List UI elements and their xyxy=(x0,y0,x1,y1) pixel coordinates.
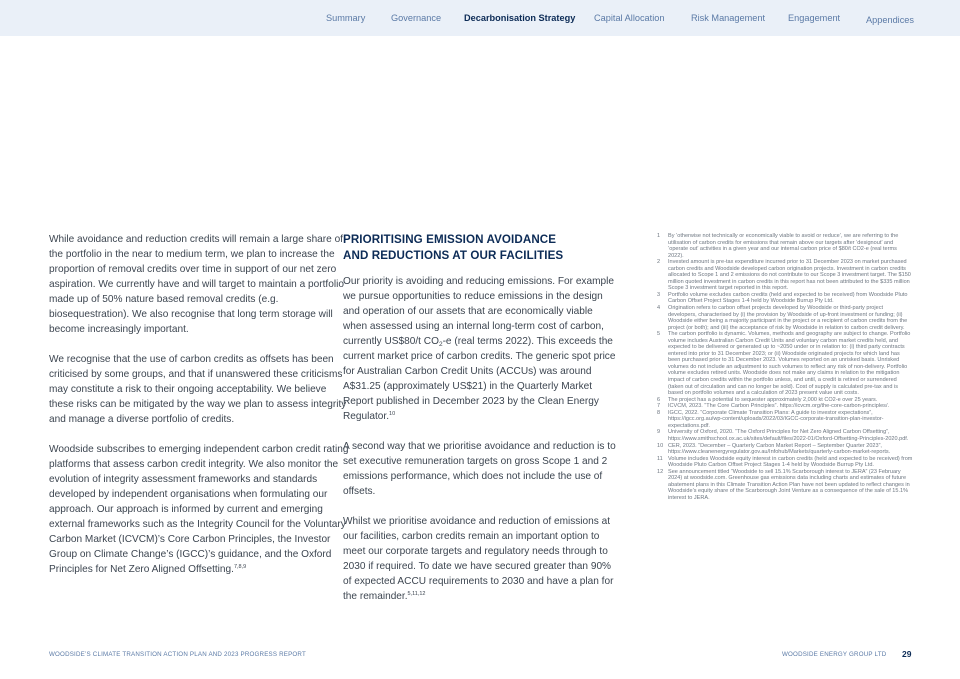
page-number: 29 xyxy=(902,649,912,659)
nav-engagement[interactable]: Engagement xyxy=(788,13,841,23)
middle-paragraph-3-footnote-ref[interactable]: 5,11,12 xyxy=(407,591,426,597)
footnote-text: Portfolio volume excludes carbon credits (held and expected to be received) from Woodside Pluto Carbon Offset Project Stages 1-4 held by Woodside Burrup Pty Ltd. xyxy=(668,291,908,305)
footnote-text: By ‘otherwise not technically or economically viable to avoid or reduce’, we are referring to the utilisation of carbon credits for emissions that remain above our targets after ‘designout’ and ‘operate out’ activities in a given year and our internal carbon price of $80/t CO2-e (real terms 2022). xyxy=(668,233,899,259)
footnote-number: 11 xyxy=(657,455,663,462)
footnote-text: The project has a potential to sequester approximately 2,000 kt CO2-e over 25 years. xyxy=(668,396,878,403)
section-heading-line-1: PRIORITISING EMISSION AVOIDANCE xyxy=(343,233,557,246)
footnote-text[interactable]: IGCC, 2022. “Corporate Climate Transition Plans: A guide to investor expectations”, https://igcc.org.au/wp-content/uploads/2022/03/IGCC-corporate-transition-plan-investor-expectations.pdf. xyxy=(668,409,884,429)
footnote-number: 1 xyxy=(657,233,661,239)
footnote-text: Invested amount is pre-tax expenditure incurred prior to 31 December 2023 on market purchased carbon credits and Woodside developed carbon origination projects. Investment in carbon credits allocated to Scope 1 and 2 emissions do not contribute to our Scope 3 investment target. The $150 million quoted investment in carbon credits in this report has not been attributed to the $335 million Scope 3 investment target reported in this report. xyxy=(668,259,911,292)
footnote-number: 10 xyxy=(657,442,664,449)
footnote-number: 7 xyxy=(657,403,661,410)
section-heading-line-2: AND REDUCTIONS AT OUR FACILITIES xyxy=(343,249,564,262)
nav-risk-management[interactable]: Risk Management xyxy=(691,13,766,23)
footnote-number: 2 xyxy=(657,259,661,266)
footnote xyxy=(657,410,913,430)
nav-appendices[interactable]: Appendices xyxy=(866,15,915,25)
left-paragraph-2: We recognise that the use of carbon credits as offsets has been criticised by some groups, and that if unanswered these criticisms may constitute a risk to their ongoing acceptability. We believe these risks can be mitigated by the way we plan to assess integrity and manage a diverse portfolio of credits. xyxy=(49,354,347,425)
footnote xyxy=(657,292,913,305)
footnote xyxy=(657,456,913,469)
footnote-number: 8 xyxy=(657,409,661,416)
footnote-text: See announcement titled “Woodside to sell 15.1% Scarborough interest to JERA” (23 February 2024) at woodside.com. Greenhouse gas emissions data including charts and estimates of future abatement plans in this Climate Transition Action Plan have not been updated to reflect changes in Woodside’s equity share of the Scarborough Joint Venture as a consequence of the sale of 15.1% interest to JERA. xyxy=(668,468,910,501)
footnote xyxy=(657,233,913,259)
nav-capital-allocation[interactable]: Capital Allocation xyxy=(594,13,665,23)
footnotes-column xyxy=(657,233,913,501)
top-navigation-bar xyxy=(0,0,960,36)
nav-decarbonisation-strategy[interactable]: Decarbonisation Strategy xyxy=(464,13,576,23)
section-nav xyxy=(0,13,960,27)
footnote-text[interactable]: ICVCM, 2023. “The Core Carbon Principles”. https://icvcm.org/the-core-carbon-principles/. xyxy=(668,403,890,410)
footer-company-name: WOODSIDE ENERGY GROUP LTD xyxy=(782,651,887,658)
footnote-number: 5 xyxy=(657,331,661,338)
middle-paragraph-1-footnote-ref[interactable]: 10 xyxy=(389,411,396,417)
middle-paragraph-3-text: Whilst we prioritise avoidance and reduction of emissions at our facilities, carbon credits remain an important option to meet our corporate targets and regulatory needs through to 2030 if required. To date we have secured greater than 90% of expected ACCU requirements to 2030 and have a plan for the remainder. xyxy=(343,516,614,602)
footnote-text: Volume includes Woodside equity interest in carbon credits (held and expected to be received) from Woodside Pluto Carbon Offset Project Stages 1-4 held by Woodside Burrup Pty Ltd. xyxy=(668,455,913,469)
middle-text-column xyxy=(343,232,618,619)
co2-subscript: 2 xyxy=(438,341,443,348)
section-heading xyxy=(343,232,618,264)
footnote-number: 4 xyxy=(657,305,661,312)
middle-paragraph-1-text-a: Our priority is avoiding and reducing emissions. For example we pursue opportunities to reduce emissions in the design and operation of our assets that are economically viable when assessed using an internal long-term cost of carbon, currently US$80/t CO xyxy=(343,276,614,347)
nav-summary[interactable]: Summary xyxy=(326,13,366,23)
left-paragraph-3 xyxy=(49,442,353,577)
middle-paragraph-1 xyxy=(343,274,618,424)
footnote-text: Origination refers to carbon offset projects developed by Woodside or third-party project developers, characterised by (i) the provision by Woodside of up-front investment or funding; (ii) Woodside either being a majority participant in the project or a recipient of carbon credits from the project (or both); and (iii) the acceptance of risk by Woodside in relation to carbon credit delivery. xyxy=(668,305,908,331)
footnote-text[interactable]: University of Oxford, 2020. “The Oxford Principles for Net Zero Aligned Carbon Offsetting”, https://www.smithschool.ox.ac.uk/sites/default/files/2022-01/Oxford-Offsetting-Principles-2020.pdf. xyxy=(668,429,909,442)
footer-report-title: WOODSIDE’S CLIMATE TRANSITION ACTION PLAN AND 2023 PROGRESS REPORT xyxy=(49,651,306,658)
nav-governance[interactable]: Governance xyxy=(391,13,442,23)
footnote-text[interactable]: CER, 2023. “December – Quarterly Carbon Market Report – September Quarter 2023”, https://www.cleanenergyregulator.gov.au/Infohub/Markets/quarterly-carbon-market-reports. xyxy=(668,442,891,456)
footnote xyxy=(657,443,913,456)
footnote xyxy=(657,305,913,331)
footnote xyxy=(657,331,913,396)
footnote-number: 12 xyxy=(657,468,664,475)
left-text-column xyxy=(49,232,353,592)
left-paragraph-3-footnote-ref[interactable]: 7,8,9 xyxy=(233,564,247,570)
footnote xyxy=(657,259,913,292)
footnote xyxy=(657,469,913,502)
footnote-number: 3 xyxy=(657,291,661,298)
middle-paragraph-1-text-b: -e (real terms 2022). This exceeds the current market price of carbon credits. The generic spot price for Australian Carbon Credit Units (ACCUs) was around A$31.25 (approximately US$21) in the Quarterly Market Report published in December 2023 by the Clean Energy Regulator. xyxy=(343,336,616,422)
left-paragraph-3-text: Woodside subscribes to emerging independent carbon credit rating platforms that assess carbon credit integrity. We also monitor the evolution of integrity assessment frameworks and standards developed by independent organisations when formulating our approach. Our approach is informed by current and emerging external frameworks such as the Integrity Council for the Voluntary Carbon Market (ICVCM)’s Core Carbon Principles, the Investor Group on Climate Change’s (IGCC)’s guidance, and the Oxford Principles for Net Zero Aligned Offsetting. xyxy=(49,444,349,575)
footnote-number: 6 xyxy=(657,396,661,403)
middle-paragraph-2: A second way that we prioritise avoidance and reduction is to set executive remuneration targets on gross Scope 1 and 2 emissions performance, which does not include the use of offsets. xyxy=(343,441,616,497)
left-paragraph-1: While avoidance and reduction credits will remain a large share of the portfolio in the near to medium term, we plan to increase the proportion of removal credits over time in support of our net zero aspiration. We currently have and will target to maintain a portfolio made up of 50% nature based removal credits (e.g. biosequestration). We also recognise that long term storage will become increasingly important. xyxy=(49,234,344,335)
footnote-number: 9 xyxy=(657,429,661,436)
footnote xyxy=(657,429,913,442)
middle-paragraph-3 xyxy=(343,514,618,604)
footnote-text: The carbon portfolio is dynamic. Volumes, methods and geography are subject to change. Portfolio volume includes Australian Carbon Credit Units and voluntary carbon market credits held, and expected to be delivered or generated up to ~2050 under or in relation to: (i) third party contracts entered into prior to 31 December 2023; or (ii) Woodside originated projects for which land has been purchased prior to 31 December 2023. Volumes reported on an unrisked basis. Unrisked volumes do not include an adjustment to such volumes to reflect any risk of non-delivery. Portfolio volume excludes retired units. Woodside does not make any claims in relation to the mitigation impact of carbon credits within the portfolio unless, and until, a credit is retired or surrendered (taken out of circulation and can no longer be sold). Cost of supply is calculated pre-tax and is based on portfolio volumes and a calculation of 2023 present value unit costs. xyxy=(668,331,911,397)
